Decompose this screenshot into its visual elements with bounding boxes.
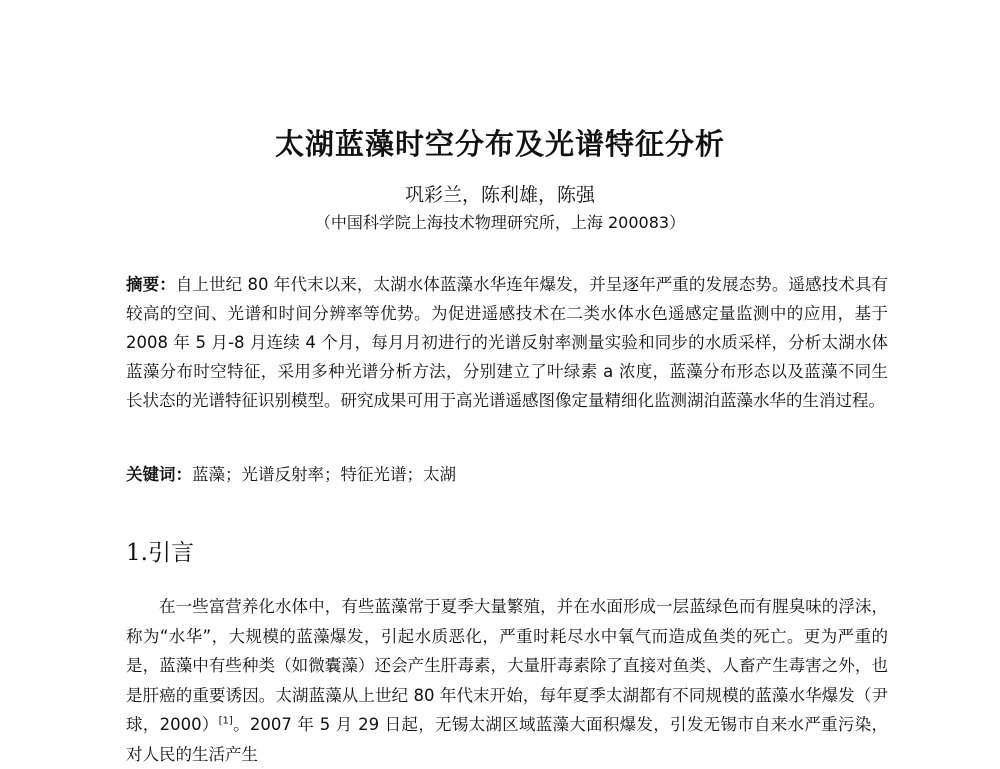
keywords-text: 蓝藻；光谱反射率；特征光谱；太湖 <box>192 465 456 484</box>
citation-ref: [1] <box>218 715 233 727</box>
abstract-text: 自上世纪 80 年代末以来，太湖水体蓝藻水华连年爆发，并呈逐年严重的发展态势。遥感技术具有较高的空间、光谱和时间分辨率等优势。为促进遥感技术在二类水体水色遥感定量监测中的应用，基于 2008 年 5 月-8 月连续 4 个月，每月月初进行的光谱反射率测量实验和同步的水质采样，分析太湖水体蓝藻分布时空特征，采用多种光谱分析方法，分别建立了叶绿素 a 浓度，蓝藻分布形态以及蓝藻不同生长状态的光谱特征识别模型。研究成果可用于高光谱遥感图像定量精细化监测湖泊蓝藻水华的生消过程。 <box>126 275 888 410</box>
abstract-label: 摘要： <box>126 275 176 294</box>
keywords-label: 关键词： <box>126 465 192 484</box>
section-heading-introduction: 1.引言 <box>126 540 194 566</box>
paper-affiliation: （中国科学院上海技术物理研究所，上海 200083） <box>314 213 686 232</box>
body-text-part-1: 在一些富营养化水体中，有些蓝藻常于夏季大量繁殖，并在水面形成一层蓝绿色而有腥臭味的浮沫，称为“水华”，大规模的蓝藻爆发，引起水质恶化，严重时耗尽水中氧气而造成鱼类的死亡。更为严重的是，蓝藻中有些种类（如微囊藻）还会产生肝毒素，大量肝毒素除了直接对鱼类、人畜产生毒害之外，也是肝癌的重要诱因。太湖蓝藻从上世纪 80 年代末开始，每年夏季太湖都有不同规模的蓝藻水华爆发（尹球，2000） <box>126 597 888 734</box>
paper-authors: 巩彩兰，陈利雄，陈强 <box>404 184 595 206</box>
keywords <box>126 460 888 489</box>
body-text-part-2: 。2007 年 5 月 29 日起，无锡太湖区域蓝藻大面积爆发，引发无锡市自来水严重污染，对人民的生活产生 <box>126 715 888 764</box>
paper-title: 太湖蓝藻时空分布及光谱特征分析 <box>274 127 725 161</box>
introduction-paragraph <box>126 592 888 769</box>
abstract <box>126 270 888 415</box>
